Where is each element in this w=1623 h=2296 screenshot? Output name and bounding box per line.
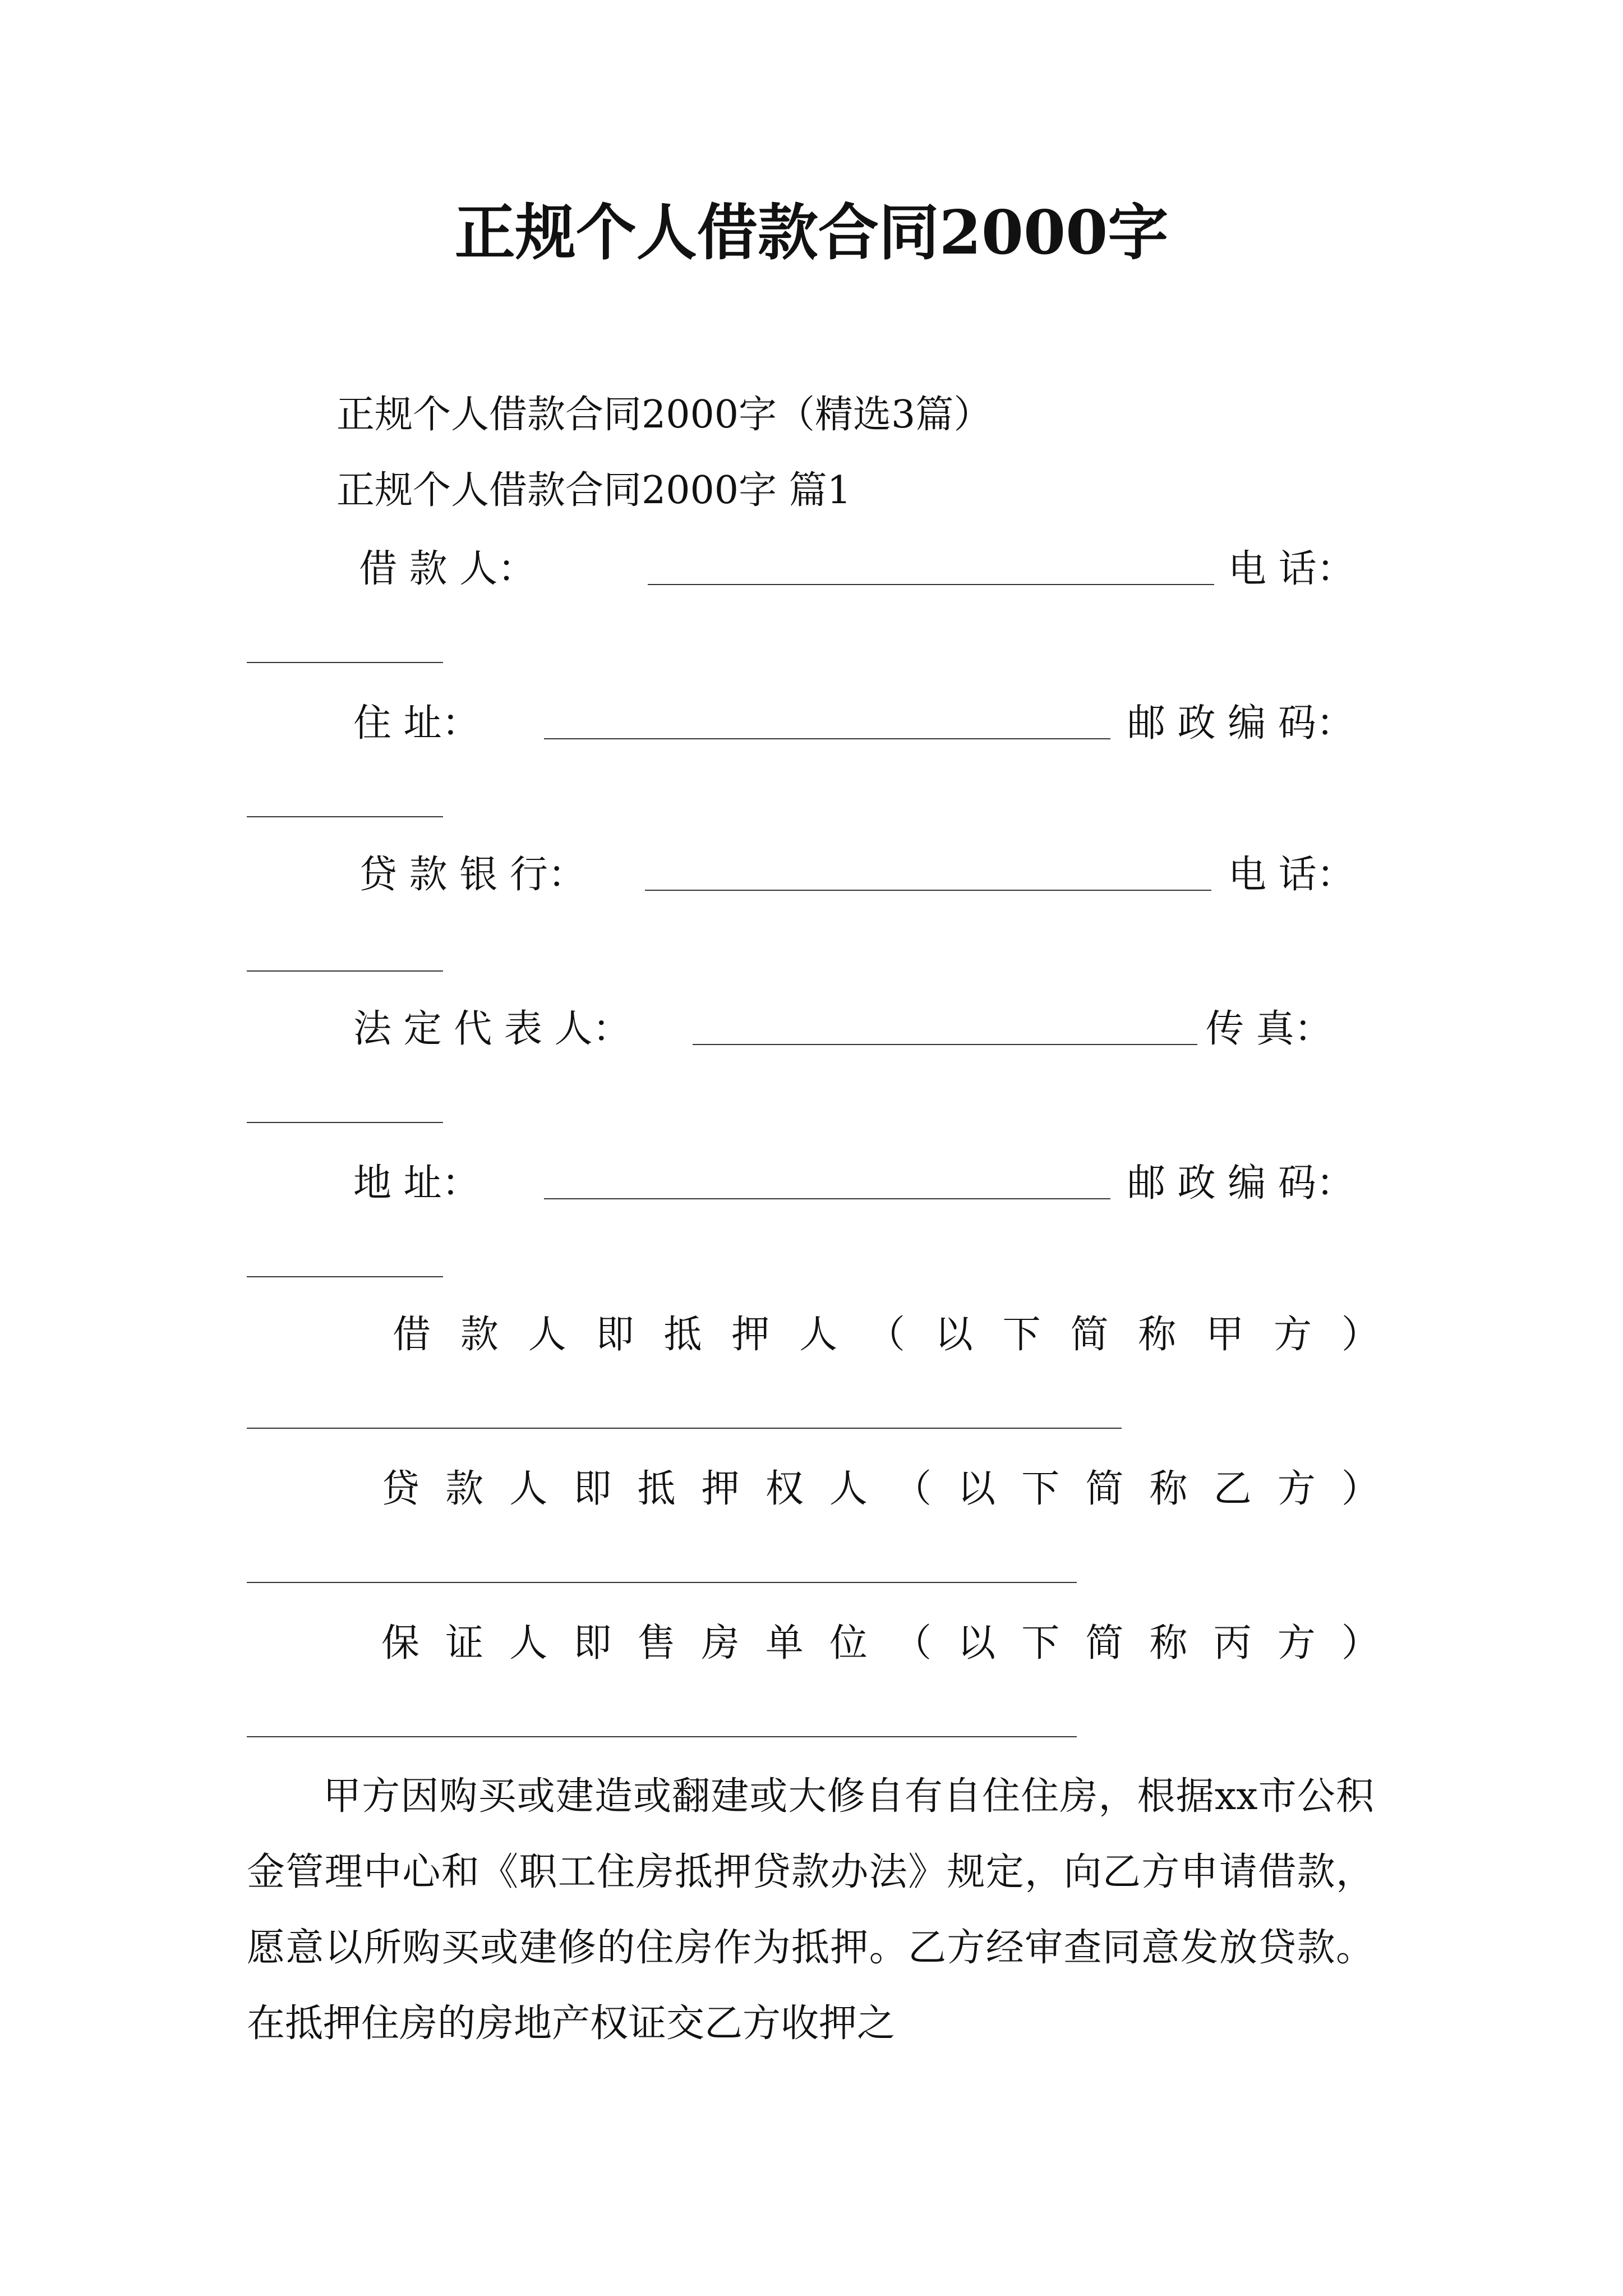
- borrower-field: [0, 541, 1623, 597]
- party-char: ）: [1341, 1621, 1380, 1665]
- party-char: 以: [934, 1313, 973, 1357]
- bank-phone-blank[interactable]: [247, 970, 443, 972]
- paragraph-text: 甲方因购买或建造或翻建或大修自有自住住房，根据xx市公积金管理中心和《职工住房抵押贷款办法》规定，向乙方申请借款，愿意以所购买或建修的住房作为抵押。乙方经审查同意发放贷款。在抵押住房的房地产权证交乙方收押之: [247, 1774, 1374, 2046]
- borrower-phone-label: 电 话：: [1228, 547, 1355, 591]
- bank-postcode-label: 邮 政 编 码：: [1127, 1161, 1354, 1205]
- party-char: 即: [573, 1621, 612, 1665]
- party-char: 方: [1277, 1467, 1316, 1511]
- party-char: 称: [1149, 1467, 1188, 1511]
- party-a-blank[interactable]: [247, 1428, 1122, 1429]
- party-char: （: [893, 1621, 932, 1665]
- party-char: 单: [765, 1621, 804, 1665]
- party-char: 即: [573, 1467, 612, 1511]
- party-char: 抵: [663, 1313, 702, 1357]
- party-char: 下: [1021, 1621, 1060, 1665]
- party-char: 押: [731, 1313, 770, 1357]
- party-char: 以: [957, 1467, 996, 1511]
- party-a-line: [393, 1307, 1380, 1363]
- postcode-label: 邮 政 编 码：: [1127, 701, 1354, 746]
- party-char: 下: [1002, 1313, 1041, 1357]
- document-title: 正规个人借款合同2000字: [454, 197, 1169, 268]
- party-char: 方: [1277, 1621, 1316, 1665]
- party-c-line: [381, 1616, 1380, 1672]
- party-char: （: [893, 1467, 932, 1511]
- party-char: 押: [701, 1467, 740, 1511]
- party-char: 甲: [1206, 1313, 1244, 1357]
- party-char: 位: [829, 1621, 868, 1665]
- party-char: 简: [1070, 1313, 1109, 1357]
- legal-rep-blank[interactable]: [693, 1044, 1197, 1045]
- party-char: 保: [381, 1621, 420, 1665]
- party-b-blank[interactable]: [247, 1582, 1077, 1583]
- borrower-label: 借 款 人：: [359, 547, 536, 591]
- party-char: 人: [799, 1313, 838, 1357]
- party-char: 简: [1085, 1467, 1124, 1511]
- party-char: 即: [596, 1313, 634, 1357]
- party-char: 房: [701, 1621, 740, 1665]
- party-char: 下: [1021, 1467, 1060, 1511]
- address-blank[interactable]: [544, 738, 1110, 739]
- party-char: 款: [445, 1467, 484, 1511]
- bank-address-blank[interactable]: [544, 1198, 1110, 1199]
- party-char: 抵: [637, 1467, 676, 1511]
- party-char: 人: [829, 1467, 868, 1511]
- party-char: 丙: [1213, 1621, 1252, 1665]
- borrower-phone-blank[interactable]: [247, 662, 443, 663]
- party-char: 款: [460, 1313, 499, 1357]
- legal-rep-field: [0, 1001, 1623, 1057]
- lending-bank-blank[interactable]: [645, 890, 1211, 891]
- party-char: 人: [528, 1313, 566, 1357]
- party-char: 权: [765, 1467, 804, 1511]
- party-char: 证: [445, 1621, 484, 1665]
- legal-rep-label: 法 定 代 表 人：: [353, 1007, 631, 1051]
- party-char: ）: [1341, 1313, 1380, 1357]
- party-char: 借: [393, 1313, 431, 1357]
- address-label: 住 址：: [353, 701, 480, 746]
- party-char: 人: [509, 1621, 548, 1665]
- party-char: 贷: [381, 1467, 420, 1511]
- lending-bank-field: [0, 847, 1623, 903]
- party-c-blank[interactable]: [247, 1736, 1077, 1737]
- party-char: 称: [1138, 1313, 1177, 1357]
- party-b-line: [381, 1461, 1380, 1517]
- party-char: 以: [957, 1621, 996, 1665]
- document-subtitle: 正规个人借款合同2000字（精选3篇）: [336, 393, 992, 437]
- party-char: 称: [1149, 1621, 1188, 1665]
- party-char: 人: [509, 1467, 548, 1511]
- body-paragraph: [247, 1759, 1374, 2062]
- fax-blank[interactable]: [247, 1122, 443, 1123]
- bank-postcode-blank[interactable]: [247, 1276, 443, 1277]
- address-field: [0, 696, 1623, 752]
- bank-address-field: [0, 1156, 1623, 1212]
- borrower-blank[interactable]: [648, 584, 1214, 585]
- party-char: ）: [1341, 1467, 1380, 1511]
- fax-label: 传 真：: [1206, 1007, 1332, 1051]
- party-char: （: [866, 1313, 905, 1357]
- postcode-blank[interactable]: [247, 816, 443, 817]
- bank-phone-label: 电 话：: [1228, 853, 1355, 897]
- party-char: 简: [1085, 1621, 1124, 1665]
- party-char: 乙: [1213, 1467, 1252, 1511]
- section-heading: 正规个人借款合同2000字 篇1: [336, 468, 851, 513]
- party-char: 售: [637, 1621, 676, 1665]
- lending-bank-label: 贷 款 银 行：: [359, 853, 586, 897]
- bank-address-label: 地 址：: [353, 1161, 480, 1205]
- party-char: 方: [1273, 1313, 1312, 1357]
